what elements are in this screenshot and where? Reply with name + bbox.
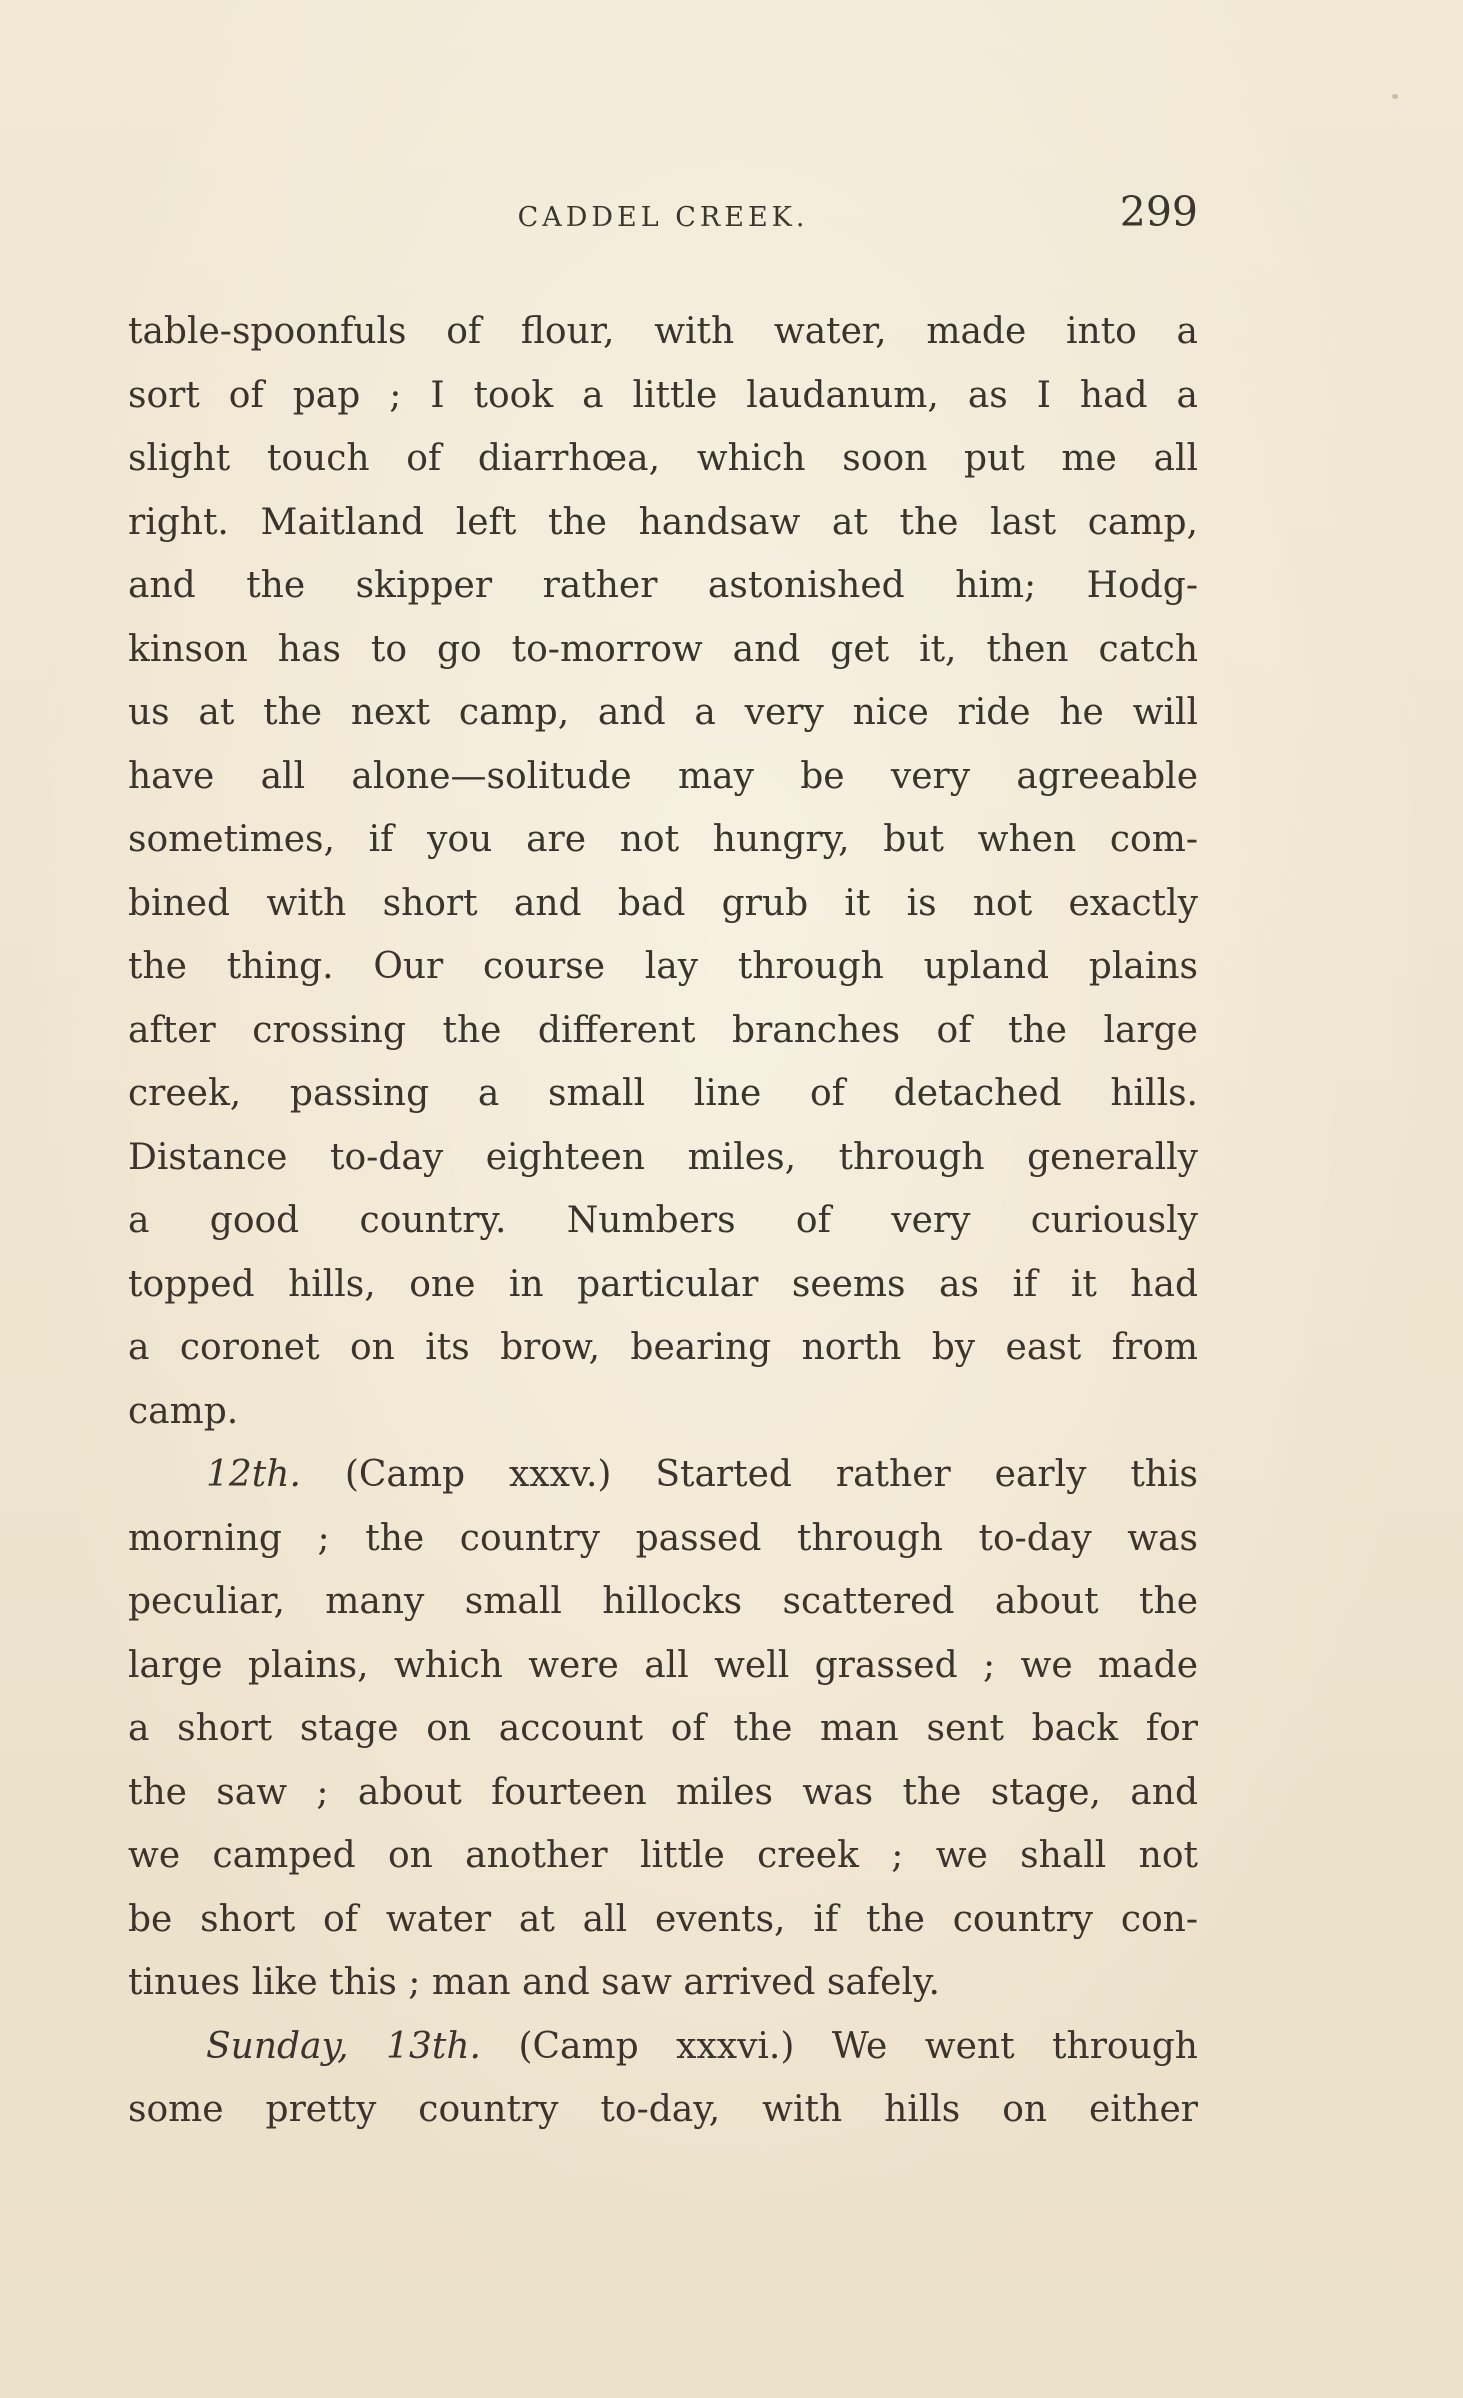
text-line: sort of pap ; I took a little laudanum, as I had a bbox=[128, 374, 1198, 416]
text-line: camp. bbox=[128, 1390, 239, 1432]
running-title: CADDEL CREEK. bbox=[517, 202, 809, 233]
text-line: slight touch of diarrhœa, which soon put me all bbox=[128, 438, 1198, 479]
text-line: large plains, which were all well grassed ; we made bbox=[128, 1644, 1198, 1686]
text-line: bined with short and bad grub it is not exactly bbox=[128, 882, 1198, 924]
entry-text: (Camp xxxvi.) We went through bbox=[480, 2025, 1198, 2067]
text-line: some pretty country to-day, with hills on either bbox=[128, 2089, 1198, 2130]
entry-text: (Camp xxxv.) Started rather early this bbox=[300, 1454, 1198, 1495]
text-line: a short stage on account of the man sent back for bbox=[128, 1708, 1198, 1749]
text-line: us at the next camp, and a very nice ride he will bbox=[128, 692, 1198, 733]
text-line: table-spoonfuls of flour, with water, made into a bbox=[128, 311, 1198, 352]
text-line: and the skipper rather astonished him; Hodg- bbox=[128, 565, 1198, 606]
entry-day: Sunday, bbox=[206, 2025, 349, 2067]
text-line: kinson has to go to-morrow and get it, then catch bbox=[128, 628, 1198, 670]
entry-date: 12th. bbox=[206, 1454, 301, 1495]
text-line: morning ; the country passed through to-day was bbox=[128, 1517, 1198, 1559]
text-line: a good country. Numbers of very curiously bbox=[128, 1200, 1198, 1241]
text-line: we camped on another little creek ; we shall not bbox=[128, 1835, 1198, 1876]
text-line: peculiar, many small hillocks scattered about the bbox=[128, 1581, 1198, 1622]
text-line: a coronet on its brow, bearing north by east from bbox=[128, 1327, 1198, 1368]
running-head bbox=[128, 188, 1198, 248]
text-line: tinues like this ; man and saw arrived safely. bbox=[128, 1962, 940, 2003]
text-line: the thing. Our course lay through upland plains bbox=[128, 946, 1198, 987]
text-line: the saw ; about fourteen miles was the stage, and bbox=[128, 1771, 1198, 1813]
entry-date: 13th. bbox=[348, 2025, 481, 2067]
text-line: topped hills, one in particular seems as if it had bbox=[128, 1263, 1198, 1305]
text-line: have all alone—solitude may be very agreeable bbox=[128, 755, 1198, 797]
text-line: be short of water at all events, if the country con- bbox=[128, 1898, 1198, 1940]
entry-line-12th bbox=[128, 1443, 1198, 1507]
entry-line-sunday bbox=[128, 2015, 1198, 2079]
page-number: 299 bbox=[1119, 188, 1198, 236]
text-line: right. Maitland left the handsaw at the last camp, bbox=[128, 501, 1198, 543]
text-line: after crossing the different branches of the large bbox=[128, 1009, 1198, 1051]
body-text bbox=[128, 300, 1198, 2142]
paper-speck bbox=[1392, 94, 1398, 99]
text-line: creek, passing a small line of detached hills. bbox=[128, 1073, 1198, 1114]
text-line: sometimes, if you are not hungry, but when com- bbox=[128, 819, 1198, 860]
text-line: Distance to-day eighteen miles, through generally bbox=[128, 1136, 1198, 1178]
